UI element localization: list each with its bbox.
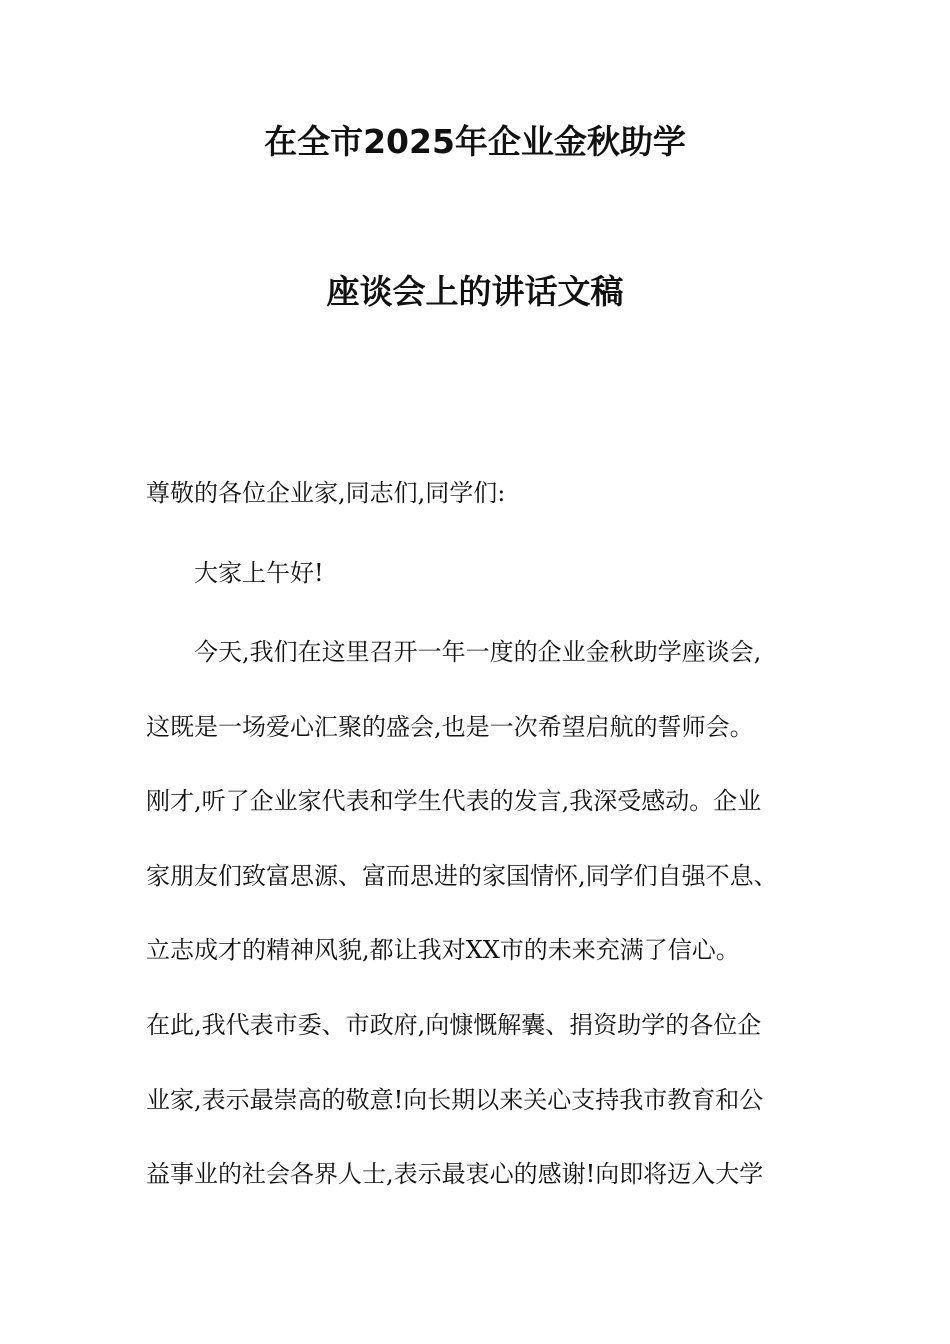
body-line-1: 今天,我们在这里召开一年一度的企业金秋助学座谈会, xyxy=(194,638,762,666)
body-line-5: 立志成才的精神风貌,都让我对XX市的未来充满了信心。 xyxy=(146,936,740,964)
body-line-2: 这既是一场爱心汇聚的盛会,也是一次希望启航的誓师会。 xyxy=(146,713,754,741)
title-line-1: 在全市2025年企业金秋助学 xyxy=(264,122,686,161)
body-line-8: 益事业的社会各界人士,表示最衷心的感谢!向即将迈入大学 xyxy=(146,1160,764,1188)
body-line-3: 刚才,听了企业家代表和学生代表的发言,我深受感动。企业 xyxy=(146,787,762,815)
body-line-4: 家朋友们致富思源、富而思进的家国情怀,同学们自强不息、 xyxy=(146,862,778,890)
body-line-6: 在此,我代表市委、市政府,向慷慨解囊、捐资助学的各位企 xyxy=(146,1011,762,1039)
title-line-2: 座谈会上的讲话文稿 xyxy=(326,272,624,311)
greeting: 大家上午好! xyxy=(194,559,324,587)
salutation: 尊敬的各位企业家,同志们,同学们: xyxy=(146,479,506,507)
body-line-7: 业家,表示最崇高的敬意!向长期以来关心支持我市教育和公 xyxy=(146,1086,764,1114)
